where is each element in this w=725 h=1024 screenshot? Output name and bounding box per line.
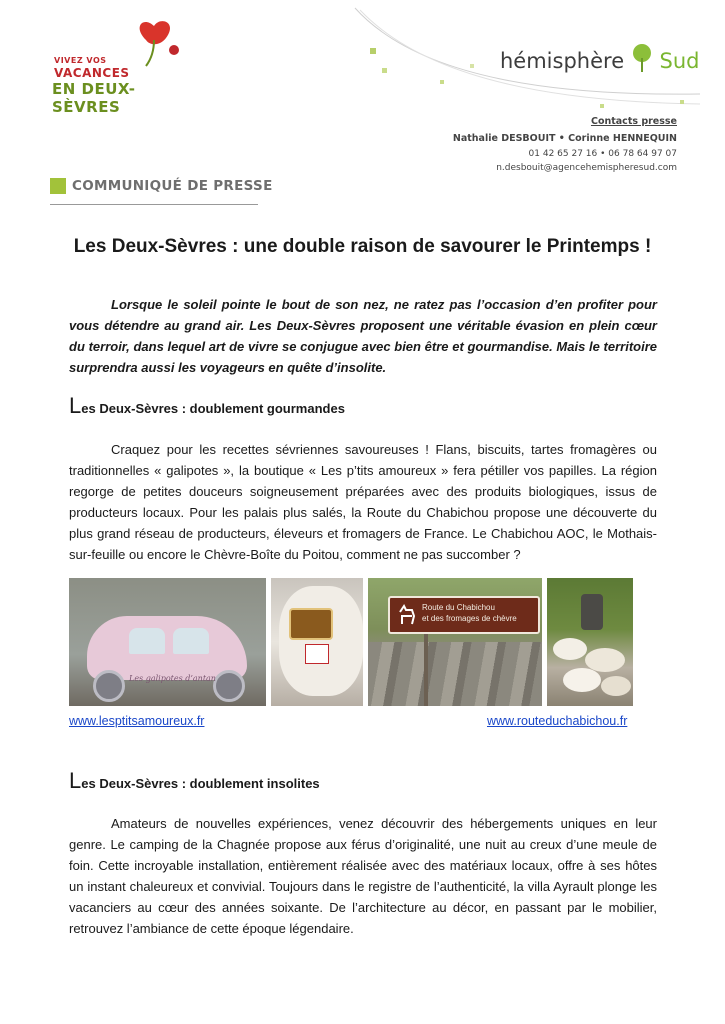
photo-cheese-label xyxy=(271,578,363,706)
cheese-shape xyxy=(563,668,601,692)
car-wheel xyxy=(213,670,245,702)
car-window xyxy=(129,628,165,654)
agency-name-accent: Sud xyxy=(659,49,700,73)
car-wheel xyxy=(93,670,125,702)
cheese-shape xyxy=(553,638,587,660)
sign-line-2: et des fromages de chèvre xyxy=(422,614,517,623)
sign-post xyxy=(424,630,428,706)
press-contacts xyxy=(453,116,677,175)
stone-wall xyxy=(368,642,542,706)
section-title-text: es Deux-Sèvres : doublement insolites xyxy=(81,776,320,791)
poppy-flower-icon xyxy=(126,16,186,68)
road-sign xyxy=(388,596,540,634)
green-square-icon xyxy=(50,178,66,194)
cheese-label-shape xyxy=(289,608,333,640)
contacts-phones: 01 42 65 27 16 • 06 78 64 97 07 xyxy=(528,149,677,159)
sign-line-1: Route du Chabichou xyxy=(422,603,495,612)
intro-paragraph: Lorsque le soleil pointe le bout de son nez, ne ratez pas l’occasion d’en profiter pour vous détendre au grand air. Les Deux-Sèvres proposent une véritable évasion en plein cœur du terroir, dans lequel art de vivre se conjugue avec bien être et gourmandise. Mais le territoire surprendra aussi les voyageurs en quête d’insolite. xyxy=(69,297,657,375)
tree-icon xyxy=(631,44,653,72)
section-title-text: es Deux-Sèvres : doublement gourmandes xyxy=(81,401,345,416)
car-box-text: Les galipotes d’antan xyxy=(129,674,216,683)
contacts-email: n.desbouit@agencehemispheresud.com xyxy=(496,163,677,173)
logo-line-1: VIVEZ VOS xyxy=(54,56,107,65)
photo-route-chabichou-sign xyxy=(368,578,542,706)
logo-line-3: EN DEUX-SÈVRES xyxy=(52,80,136,116)
section-body-insolites: Amateurs de nouvelles expériences, venez découvrir des hébergements uniques en leur genre. Le camping de la Chagnée propose aux férus d’originalité, une nuit au creux d’une meule de foin. Cette incroyable installation, entièrement réalisée avec des matériaux locaux, offre à ses hôtes un instant chaleureux et convivial. Toujours dans le registre de l’authenticité, la villa Ayrault plonge les vacanciers au cœur des années soixante. De l’architecture au décor, en passant par le mobilier, retrouvez l’ambiance de cette époque légendaire. xyxy=(69,816,657,936)
link-lesptitsamoureux[interactable]: www.lesptitsamoureux.fr xyxy=(69,714,205,728)
logo-line-2: VACANCES xyxy=(54,66,130,80)
deux-sevres-logo xyxy=(48,16,188,116)
section-initial: L xyxy=(69,768,82,793)
press-release-label: COMMUNIQUÉ DE PRESSE xyxy=(72,178,273,194)
cheese-shape xyxy=(601,676,631,696)
goat-icon xyxy=(396,602,418,626)
section-title-insolites xyxy=(69,768,320,794)
press-release-header xyxy=(50,178,273,205)
photo-goat-cheeses xyxy=(547,578,633,706)
section-title-gourmandes xyxy=(69,393,345,419)
car-window xyxy=(173,628,209,654)
agency-logo xyxy=(500,44,699,73)
cheese-shape xyxy=(279,586,363,696)
milk-can-shape xyxy=(581,594,603,630)
contacts-names: Nathalie DESBOUIT • Corinne HENNEQUIN xyxy=(452,133,677,144)
link-routeduchabichou[interactable]: www.routeduchabichou.fr xyxy=(487,714,628,728)
section-initial: L xyxy=(69,393,82,418)
contacts-title: Contacts presse xyxy=(590,116,677,127)
cheese-shape xyxy=(585,648,625,672)
photo-biscuit-car-box xyxy=(69,578,266,706)
page-title: Les Deux-Sèvres : une double raison de savourer le Printemps ! xyxy=(73,236,652,257)
sign-text xyxy=(422,602,517,624)
agency-name-main: hémisphère xyxy=(500,49,625,73)
aoc-tag-shape xyxy=(305,644,329,664)
section-body-gourmandes: Craquez pour les recettes sévriennes savoureuses ! Flans, biscuits, tartes fromagères ou traditionnelles « galipotes », la boutique « Les p’tits amoureux » fera pétiller vos papilles. La région regorge de petites douceurs soigneusement préparées avec des produits biologiques, issus de producteurs locaux. Pour les palais plus salés, la Route du Chabichou propose une découverte du plus grand réseau de producteurs, éleveurs et fromagers de France. Le Chabichou AOC, le Mothais-sur-feuille ou encore le Chèvre-Boîte du Poitou, comment ne pas succomber ? xyxy=(69,442,657,562)
